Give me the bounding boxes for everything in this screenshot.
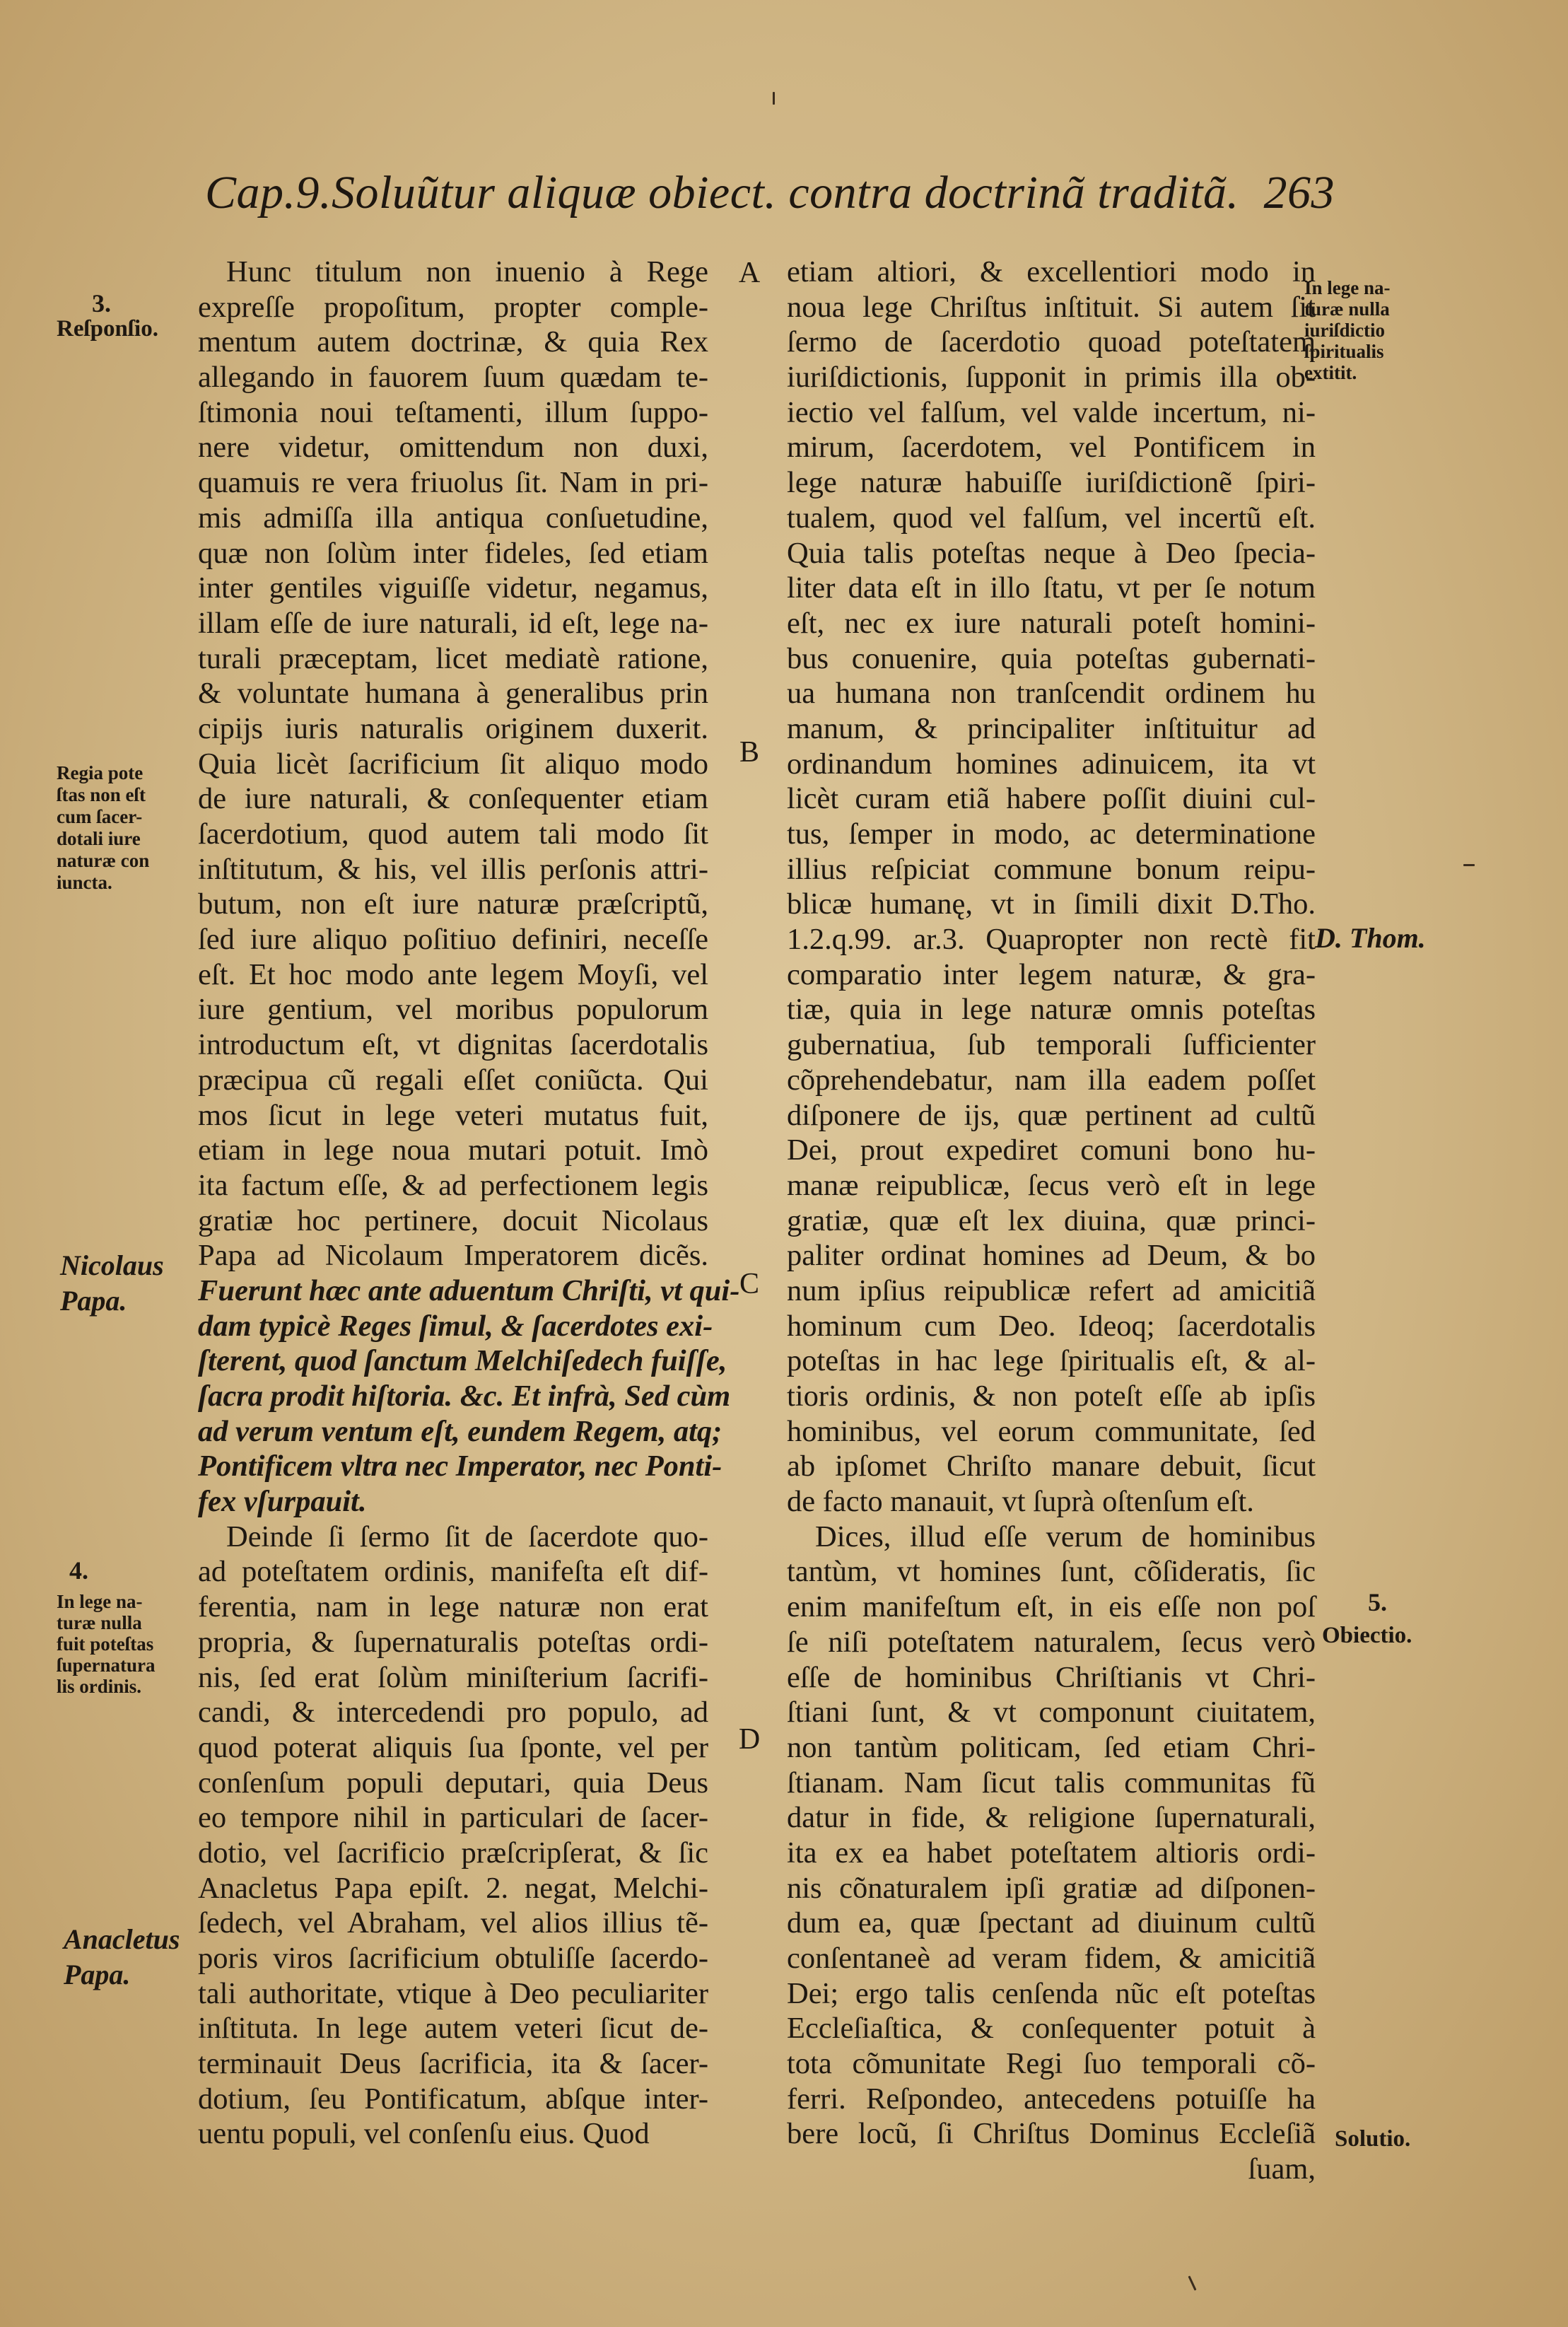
text-line: Fuerunt hæc ante aduentum Chriſti, vt qui- [198, 1273, 740, 1307]
margin-note-line: Reſponſio. [57, 316, 158, 342]
margin-note-regia [57, 762, 149, 894]
text-line: Papa ad Nicolaum Imperatorem dicẽs. [198, 1239, 708, 1273]
text-line: gratiæ hoc pertinere, docuit Nicolaus [198, 1203, 708, 1237]
page-number: 263 [1263, 167, 1335, 218]
text-line: quæ non ſolùm inter fideles, ſed etiam [198, 536, 708, 570]
text-line: manæ reipublicæ, ſecus verò eſt in lege [787, 1168, 1316, 1202]
margin-note-line: iuncta. [57, 872, 112, 893]
text-line: conſenſum populi deputari, quia Deus [198, 1766, 708, 1800]
text-line: iure gentium, vel moribus populorum [198, 993, 708, 1027]
text-line: ſacra prodit hiſtoria. &c. Et infrà, Sed cùm [198, 1380, 731, 1413]
text-line: Hunc titulum non inuenio à Rege [226, 255, 708, 288]
text-line: iectio vel falſum, vel valde incertum, ni- [787, 395, 1316, 429]
text-line: noua lege Chriſtus inſtituit. Si autem ſit [787, 290, 1316, 324]
text-line: etiam altiori, & excellentiori modo in [787, 255, 1316, 288]
text-line: ordinandum homines adinuicem, ita vt [787, 747, 1316, 781]
text-line: eſt, nec ex iure naturali poteſt homini- [787, 606, 1316, 640]
text-line: nis cõnaturalem ipſi gratiæ ad diſponen- [787, 1871, 1316, 1905]
margin-note-line: ſupernatura [57, 1655, 156, 1676]
text-line: ita ex ea habet poteſtatem altioris ordi- [787, 1836, 1316, 1870]
margin-note-line: Papa. [64, 1959, 131, 1990]
margin-note-nicolaus [60, 1248, 164, 1319]
margin-note-obiectio [1322, 1623, 1412, 1648]
text-line: inſtitutum, & his, vel illis perſonis attri- [198, 852, 708, 886]
margin-note-in-lege-left [57, 1591, 156, 1697]
section-letter-c: C [739, 1268, 759, 1300]
left-text-column [198, 255, 740, 2152]
section-letter-a: A [738, 257, 761, 289]
text-line: præcipua cũ regali eſſet coniũcta. Qui [198, 1063, 708, 1097]
margin-note-line: In lege na- [57, 1591, 143, 1612]
text-line: Anacletus Papa epiſt. 2. negat, Melchi- [198, 1871, 708, 1905]
margin-note-anacletus [64, 1922, 180, 1993]
text-line: blicæ humanę, vt in ſimili dixit D.Tho. [787, 887, 1316, 921]
text-line: propria, & ſupernaturalis poteſtas ordi- [198, 1625, 708, 1659]
text-line: cõprehendebatur, nam illa eadem poſſet [787, 1063, 1316, 1097]
margin-note-line: Anacletus [64, 1923, 180, 1955]
text-line: mis admiſſa illa antiqua conſuetudine, [198, 501, 708, 535]
text-line: enim manifeſtum eſt, in eis eſſe non poſ [787, 1590, 1316, 1624]
text-line: introductum eſt, vt dignitas ſacerdotalis [198, 1028, 708, 1062]
text-line: terminauit Deus ſacrificia, ita & ſacer- [198, 2047, 708, 2081]
margin-note-line: turæ nulla [1304, 298, 1390, 320]
text-line: non tantùm politicam, ſed etiam Chri- [787, 1730, 1316, 1764]
text-line: poris viros ſacrificium obtuliſſe ſacerdo- [198, 1942, 708, 1975]
text-line: eſſe de hominibus Chriſtianis vt Chri- [787, 1660, 1316, 1694]
margin-note-in-lege-right [1304, 277, 1391, 383]
text-line: ab ipſomet Chriſto manare debuit, ſicut [787, 1450, 1316, 1483]
margin-note-line: Obiectio. [1322, 1623, 1412, 1648]
text-line: paliter ordinat homines ad Deum, & bo [787, 1239, 1316, 1273]
margin-number-4: 4. [69, 1556, 88, 1585]
text-line: liter data eſt in illo ſtatu, vt per ſe notum [787, 571, 1316, 605]
text-line: ferri. Reſpondeo, antecedens potuiſſe ha [787, 2082, 1316, 2116]
text-line: ſe niſi poteſtatem naturalem, ſecus verò [787, 1625, 1316, 1659]
text-line: ſed iure aliquo poſitiuo definiri, neceſſe [198, 923, 708, 957]
margin-note-line: Regia pote [57, 762, 144, 783]
margin-note-line: fuit poteſtas [57, 1633, 154, 1655]
text-line: ſtiani ſunt, & vt componunt ciuitatem, [787, 1696, 1316, 1730]
text-line: etiam in lege noua mutari potuit. Imò [198, 1133, 708, 1167]
text-line: dotio, vel ſacrificio præſcripſerat, & ſic [198, 1836, 708, 1870]
text-line: tali authoritate, vtique à Deo peculiariter [198, 1976, 708, 2010]
text-line: mirum, ſacerdotem, vel Pontificem in [787, 431, 1316, 465]
text-line: poteſtas in hac lege ſpiritualis eſt, & al- [787, 1344, 1316, 1378]
margin-note-line: In lege na- [1304, 277, 1391, 298]
text-line: quod poterat aliquis ſua ſponte, vel per [198, 1730, 708, 1764]
text-line: lege naturæ habuiſſe iuriſdictionẽ ſpiri- [787, 466, 1316, 500]
margin-note-line: naturæ con [57, 850, 150, 871]
text-line: ad verum ventum eſt, eundem Regem, atq; [198, 1414, 722, 1448]
margin-note-line: Papa. [60, 1285, 127, 1317]
text-line: Dei, prout expediret comuni bono hu- [787, 1133, 1316, 1167]
text-line: dotium, ſeu Pontificatum, abſque inter- [198, 2082, 708, 2116]
margin-note-dthom [1315, 923, 1426, 954]
text-line: Pontificem vltra nec Imperator, nec Ponti- [198, 1450, 722, 1483]
text-line: illius reſpiciat commune bonum reipu- [787, 852, 1316, 886]
text-line: nis, ſed erat ſolùm miniſterium ſacrifi- [198, 1660, 708, 1694]
text-line: ſedech, vel Abraham, vel alios illius tẽ- [198, 1906, 708, 1940]
text-line: tioris ordinis, & non poteſt eſſe ab ipſis [787, 1380, 1316, 1413]
text-line: Dices, illud eſſe verum de hominibus [815, 1520, 1316, 1553]
text-line: expreſſe propoſitum, propter comple- [198, 290, 708, 324]
text-line: butum, non eſt iure naturæ præſcriptũ, [198, 887, 708, 921]
text-line: 1.2.q.99. ar.3. Quapropter non rectè fit [787, 923, 1316, 957]
text-line: ſterent, quod ſanctum Melchiſedech fuiſſe, [198, 1344, 727, 1378]
margin-note-line: extitit. [1304, 362, 1357, 383]
text-line: tota cõmunitate Regi ſuo temporali cõ- [787, 2047, 1316, 2081]
text-line: licèt curam etiã habere poſſit diuini cul- [787, 782, 1316, 816]
text-line: hominibus, vel eorum communitate, ſed [787, 1414, 1316, 1448]
section-letter-b: B [739, 736, 759, 769]
text-line: dam typicè Reges ſimul, & ſacerdotes exi- [198, 1309, 713, 1343]
text-line: tus, ſemper in modo, ac determinatione [787, 817, 1316, 851]
margin-note-line: turæ nulla [57, 1612, 142, 1633]
text-line: ſtimonia noui teſtamenti, illum ſuppo- [198, 395, 708, 429]
text-line: mos ſicut in lege veteri mutatus fuit, [198, 1098, 708, 1132]
text-line: & voluntate humana à generalibus prin [198, 677, 708, 711]
text-line: ferentia, nam in lege naturæ non erat [198, 1590, 708, 1624]
text-line: conſentaneè ad veram fidem, & amicitiã [787, 1942, 1316, 1975]
text-line: tualem, quod vel falſum, vel incertũ eſt. [787, 501, 1316, 535]
text-line: eſt. Et hoc modo ante legem Moyſi, vel [198, 957, 708, 991]
text-line: allegando in fauorem ſuum quædam te- [198, 361, 708, 395]
text-line: ſermo de ſacerdotio quoad poteſtatem [787, 325, 1316, 359]
text-line: inter gentiles viguiſſe videtur, negamus, [198, 571, 708, 605]
text-line: datur in fide, & religione ſupernaturali, [787, 1801, 1316, 1835]
text-line: bus conuenire, quia poteſtas gubernati- [787, 641, 1316, 675]
section-letter-d: D [738, 1723, 761, 1756]
text-line: de iure naturali, & conſequenter etiam [198, 782, 708, 816]
text-line: mentum autem doctrinæ, & quia Rex [198, 325, 708, 359]
text-line: de facto manauit, vt ſuprà oſtenſum eſt. [787, 1485, 1254, 1519]
margin-note-solutio [1335, 2126, 1411, 2152]
text-line: nere videtur, omittendum non duxi, [198, 431, 708, 465]
text-line: candi, & intercedendi pro populo, ad [198, 1696, 708, 1730]
text-line: gratiæ, quæ eſt lex diuina, quæ princi- [787, 1203, 1316, 1237]
text-line: iuriſdictionis, ſupponit in primis illa ob- [787, 361, 1316, 395]
text-line: manum, & principaliter inſtituitur ad [787, 711, 1316, 745]
margin-note-line: dotali iure [57, 828, 141, 849]
paper-speck [773, 92, 775, 105]
right-text-column [787, 255, 1316, 2187]
text-line: Quia licèt ſacrificium ſit aliquo modo [198, 747, 708, 781]
text-line: illam eſſe de iure naturali, id eſt, lege na- [198, 606, 708, 640]
text-line: diſponere de ijs, quæ pertinent ad cultũ [787, 1098, 1316, 1132]
text-line: inſtituta. In lege autem veteri ſicut de- [198, 2012, 708, 2046]
text-line: uentu populi, vel conſenſu eius. Quod [198, 2117, 650, 2151]
text-line: gubernatiua, ſub temporali ſufficienter [787, 1028, 1316, 1062]
text-line: dum ea, quæ ſpectant ad diuinum cultũ [787, 1906, 1316, 1940]
margin-note-line: Nicolaus [60, 1249, 164, 1281]
text-line: turali præceptam, licet mediatè ratione, [198, 641, 708, 675]
paper-speck [1463, 864, 1475, 866]
text-line: fex vſurpauit. [198, 1485, 367, 1519]
margin-note-line: lis ordinis. [57, 1676, 142, 1697]
text-line: Dei; ergo talis cenſenda nũc eſt poteſtas [787, 1976, 1316, 2010]
text-line: ad poteſtatem ordinis, manifeſta eſt dif- [198, 1555, 708, 1589]
margin-note-line: D. Thom. [1315, 922, 1426, 954]
text-line: Quia talis poteſtas neque à Deo ſpecia- [787, 536, 1316, 570]
text-line: ita factum eſſe, & ad perfectionem legis [198, 1168, 708, 1202]
text-line: tiæ, quia in lege naturæ omnis poteſtas [787, 993, 1316, 1027]
margin-note-line: cum ſacer- [57, 806, 143, 827]
margin-note-line: ſpiritualis [1304, 341, 1384, 362]
text-line: ſtianam. Nam ſicut talis communitas fũ [787, 1766, 1316, 1800]
margin-note-responsio [57, 316, 158, 342]
text-line: eo tempore nihil in particulari de ſacer- [198, 1801, 708, 1835]
text-line: Eccleſiaſtica, & conſequenter potuit à [787, 2012, 1316, 2046]
text-line: ſacerdotium, quod autem tali modo ſit [198, 817, 708, 851]
text-line: bere locũ, ſi Chriſtus Dominus Eccleſiã [787, 2117, 1316, 2151]
text-line: num ipſius reipublicæ refert ad amicitiã [787, 1273, 1316, 1307]
text-line: quamuis re vera friuolus ſit. Nam in pri- [198, 466, 708, 500]
margin-note-line: iuriſdictio [1304, 320, 1385, 341]
text-line: comparatio inter legem naturæ, & gra- [787, 957, 1316, 991]
margin-number-3: 3. [92, 289, 111, 317]
text-line: ſuam, [1248, 2152, 1316, 2186]
margin-number-5: 5. [1368, 1588, 1387, 1616]
text-line: hominum cum Deo. Ideoq; ſacerdotalis [787, 1309, 1316, 1343]
text-line: ua humana non tranſcendit ordinem hu [787, 677, 1316, 711]
text-line: tantùm, vt homines ſunt, cõſideratis, ſic [787, 1555, 1316, 1589]
running-header [205, 161, 1335, 225]
margin-note-line: Solutio. [1335, 2126, 1411, 2152]
text-line: cipijs iuris naturalis originem duxerit. [198, 711, 708, 745]
margin-note-line: ſtas non eſt [57, 784, 146, 805]
text-line: Deinde ſi ſermo ſit de ſacerdote quo- [226, 1520, 708, 1553]
header-title: Cap.9.Soluũtur aliquæ obiect. contra doctrinã traditã. [205, 167, 1239, 218]
paper-speck [1188, 2275, 1196, 2290]
